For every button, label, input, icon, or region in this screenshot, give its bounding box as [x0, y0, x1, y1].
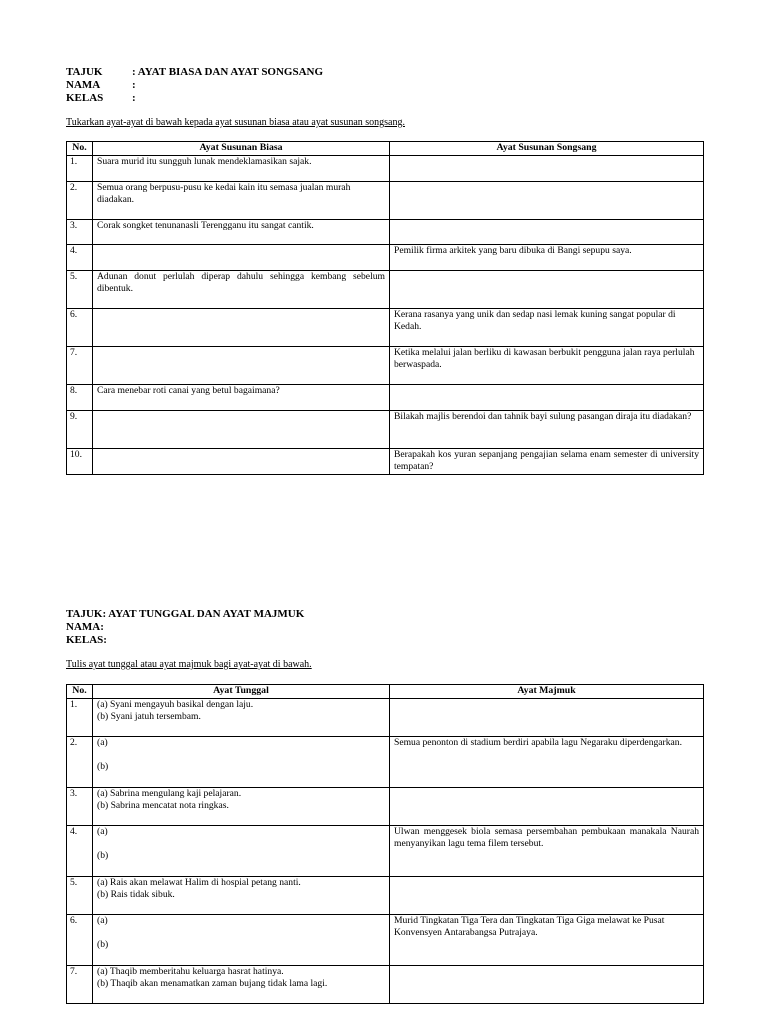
row-number: 6.: [67, 308, 93, 346]
cell-biasa[interactable]: Corak songket tenunanasli Terengganu itu sangat cantik.: [93, 219, 390, 244]
cell-majmuk[interactable]: [390, 698, 704, 736]
row-number: 3.: [67, 787, 93, 825]
cell-songsang[interactable]: Kerana rasanya yang unik dan sedap nasi lemak kuning sangat popular di Kedah.: [390, 308, 704, 346]
table-header-row: [67, 685, 704, 699]
row-number: 4.: [67, 825, 93, 876]
ayat-b: (b): [97, 939, 109, 950]
col-header-tunggal: Ayat Tunggal: [93, 685, 390, 699]
header-tajuk: TAJUK: AYAT TUNGGAL DAN AYAT MAJMUK: [66, 608, 305, 620]
cell-songsang[interactable]: Berapakah kos yuran sepanjang pengajian selama enam semester di university tempatan?: [390, 448, 704, 474]
cell-biasa[interactable]: [93, 448, 390, 474]
cell-tunggal[interactable]: [93, 914, 390, 965]
header-label: NAMA: [66, 79, 101, 91]
cell-tunggal[interactable]: [93, 787, 390, 825]
cell-songsang[interactable]: Pemilik firma arkitek yang baru dibuka di Bangi sepupu saya.: [390, 244, 704, 270]
cell-songsang[interactable]: [390, 181, 704, 219]
table-row: [67, 308, 704, 346]
cell-biasa[interactable]: Semua orang berpusu-pusu ke kedai kain itu semasa jualan murah diadakan.: [93, 181, 390, 219]
table-row: [67, 736, 704, 787]
header-nama: NAMA:: [66, 621, 104, 633]
ayat-a: (a) Sabrina mengulang kaji pelajaran.: [97, 787, 242, 799]
header-label: KELAS: [66, 92, 104, 104]
ayat-b: (b): [97, 850, 109, 861]
row-number: 1.: [67, 155, 93, 181]
cell-biasa[interactable]: Cara menebar roti canai yang betul bagaimana?: [93, 384, 390, 410]
row-number: 4.: [67, 244, 93, 270]
col-header-no: No.: [67, 685, 93, 699]
ayat-a: (a): [97, 736, 108, 748]
col-header-majmuk: Ayat Majmuk: [390, 685, 704, 699]
cell-majmuk[interactable]: Semua penonton di stadium berdiri apabila lagu Negaraku diperdengarkan.: [390, 736, 704, 787]
section1-instruction: Tukarkan ayat-ayat di bawah kepada ayat susunan biasa atau ayat susunan songsang.: [66, 117, 405, 128]
row-number: 8.: [67, 384, 93, 410]
table-header-row: [67, 142, 704, 156]
cell-biasa[interactable]: Suara murid itu sungguh lunak mendeklamasikan sajak.: [93, 155, 390, 181]
cell-songsang[interactable]: [390, 270, 704, 308]
table-row: [67, 219, 704, 244]
col-header-songsang: Ayat Susunan Songsang: [390, 142, 704, 156]
section1-header: [66, 66, 323, 105]
ayat-a: (a) Syani mengayuh basikal dengan laju.: [97, 698, 254, 710]
header-nama: [66, 79, 323, 92]
cell-biasa[interactable]: [93, 410, 390, 448]
ayat-b: (b) Rais tidak sibuk.: [97, 889, 175, 900]
table-row: [67, 244, 704, 270]
section2-header: [66, 608, 304, 647]
table-row: [67, 346, 704, 384]
ayat-b: (b) Syani jatuh tersembam.: [97, 711, 201, 722]
cell-tunggal[interactable]: [93, 965, 390, 1003]
cell-songsang[interactable]: Ketika melalui jalan berliku di kawasan berbukit pengguna jalan raya perlulah berwaspada.: [390, 346, 704, 384]
table-row: [67, 384, 704, 410]
row-number: 6.: [67, 914, 93, 965]
row-number: 1.: [67, 698, 93, 736]
table-ayat-biasa-songsang: [66, 141, 704, 475]
cell-tunggal[interactable]: [93, 698, 390, 736]
ayat-a: (a) Rais akan melawat Halim di hospial petang nanti.: [97, 876, 301, 888]
cell-majmuk[interactable]: Ulwan menggesek biola semasa persembahan pembukaan manakala Naurah menyanyikan lagu tema filem tersebut.: [390, 825, 704, 876]
table-row: [67, 914, 704, 965]
row-number: 5.: [67, 876, 93, 914]
table-row: [67, 155, 704, 181]
cell-biasa[interactable]: [93, 308, 390, 346]
cell-biasa[interactable]: [93, 346, 390, 384]
header-value: : AYAT BIASA DAN AYAT SONGSANG: [132, 66, 324, 78]
ayat-b: (b) Sabrina mencatat nota ringkas.: [97, 800, 229, 811]
table-row: [67, 965, 704, 1003]
cell-majmuk[interactable]: [390, 876, 704, 914]
row-number: 7.: [67, 965, 93, 1003]
ayat-a: (a) Thaqib memberitahu keluarga hasrat hatinya.: [97, 965, 284, 977]
row-number: 3.: [67, 219, 93, 244]
row-number: 7.: [67, 346, 93, 384]
cell-majmuk[interactable]: [390, 965, 704, 1003]
cell-tunggal[interactable]: [93, 876, 390, 914]
cell-biasa[interactable]: Adunan donut perlulah diperap dahulu sehingga kembang sebelum dibentuk.: [93, 270, 390, 308]
table-row: [67, 410, 704, 448]
cell-songsang[interactable]: Bilakah majlis berendoi dan tahnik bayi sulung pasangan diraja itu diadakan?: [390, 410, 704, 448]
cell-majmuk[interactable]: Murid Tingkatan Tiga Tera dan Tingkatan Tiga Giga melawat ke Pusat Konvensyen Antarabangsa Putrajaya.: [390, 914, 704, 965]
header-tajuk: [66, 66, 323, 79]
cell-songsang[interactable]: [390, 155, 704, 181]
header-kelas: [66, 92, 323, 105]
ayat-a: (a): [97, 914, 108, 926]
header-value: :: [132, 92, 136, 104]
cell-tunggal[interactable]: [93, 825, 390, 876]
ayat-b: (b) Thaqib akan menamatkan zaman bujang tidak lama lagi.: [97, 978, 328, 989]
ayat-b: (b): [97, 761, 109, 772]
cell-tunggal[interactable]: [93, 736, 390, 787]
section2-instruction: Tulis ayat tunggal atau ayat majmuk bagi ayat-ayat di bawah.: [66, 659, 312, 670]
row-number: 9.: [67, 410, 93, 448]
header-kelas: KELAS:: [66, 634, 107, 646]
row-number: 10.: [67, 448, 93, 474]
table-ayat-tunggal-majmuk: [66, 684, 704, 1004]
col-header-no: No.: [67, 142, 93, 156]
row-number: 2.: [67, 736, 93, 787]
table-row: [67, 448, 704, 474]
header-value: :: [132, 79, 136, 91]
cell-songsang[interactable]: [390, 384, 704, 410]
cell-biasa[interactable]: [93, 244, 390, 270]
header-label: TAJUK: [66, 66, 103, 78]
table-row: [67, 181, 704, 219]
ayat-a: (a): [97, 825, 108, 837]
table-row: [67, 787, 704, 825]
table-row: [67, 825, 704, 876]
table-row: [67, 876, 704, 914]
row-number: 2.: [67, 181, 93, 219]
table-row: [67, 270, 704, 308]
table-row: [67, 698, 704, 736]
cell-majmuk[interactable]: [390, 787, 704, 825]
row-number: 5.: [67, 270, 93, 308]
col-header-biasa: Ayat Susunan Biasa: [93, 142, 390, 156]
cell-songsang[interactable]: [390, 219, 704, 244]
